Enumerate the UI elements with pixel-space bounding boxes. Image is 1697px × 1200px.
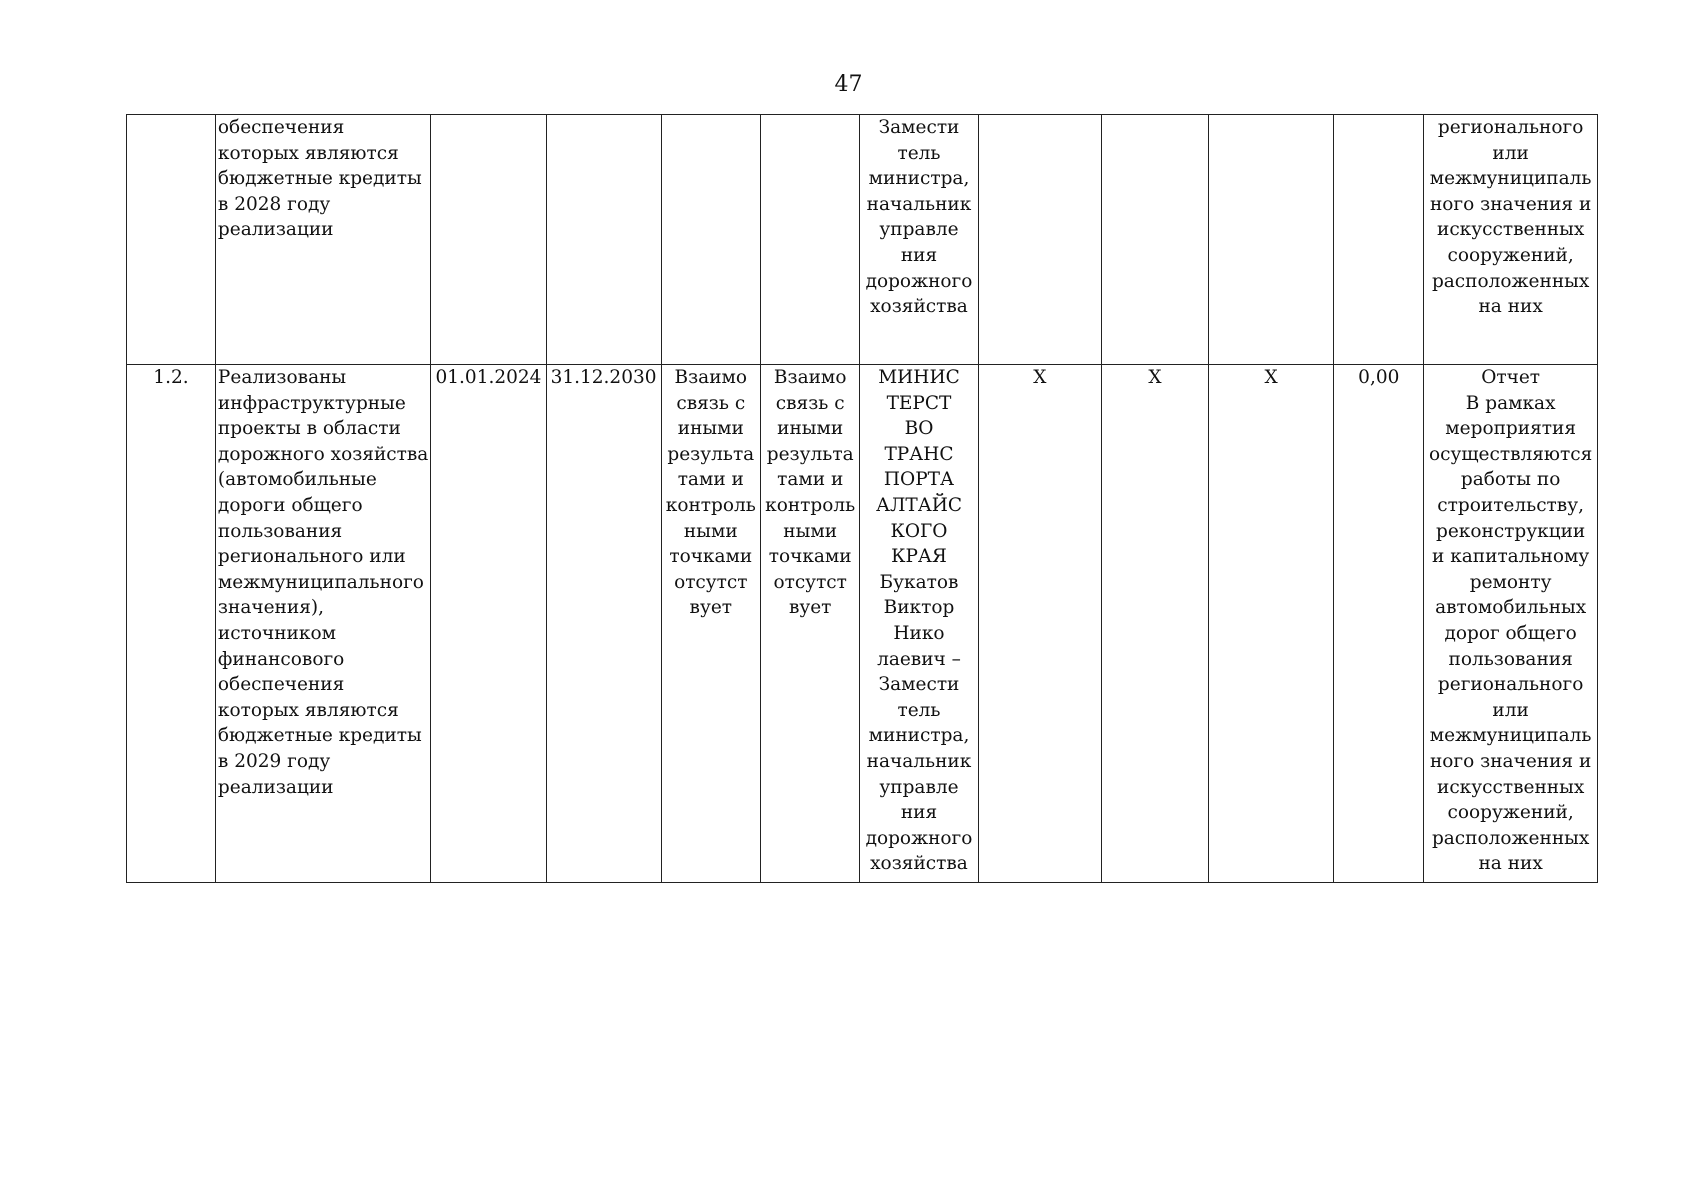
cell-responsible: МИНИС ТЕРСТ ВО ТРАНС ПОРТА АЛТАЙС КОГО КРАЯ Букатов Виктор Нико лаевич – Замести тель министра, начальник управле ния дорожного хозяйства (860, 365, 978, 883)
page-number: 47 (834, 72, 863, 97)
cell-comment: Отчет В рамках мероприятия осуществляются работы по строительству, реконструкции и капитальному ремонту автомобильных дорог общего пользования регионального или межмуниципаль ного значения и искусственных сооружений, расположенных на них (1424, 365, 1598, 883)
cell-comment: регионального или межмуниципаль ного значения и искусственных сооружений, расположенных на них (1424, 115, 1598, 365)
cell-col9 (1102, 115, 1209, 365)
cell-col8: X (978, 365, 1101, 883)
cell-start-date (431, 115, 546, 365)
cell-linkage-a: Взаимо связь с иными результа тами и контроль ными точками отсутст вует (661, 365, 760, 883)
cell-linkage-b (760, 115, 859, 365)
cell-col10 (1208, 115, 1334, 365)
cell-amount: 0,00 (1334, 365, 1424, 883)
cell-start-date: 01.01.2024 (431, 365, 546, 883)
cell-end-date: 31.12.2030 (546, 365, 661, 883)
cell-linkage-a (661, 115, 760, 365)
cell-responsible: Замести тель министра, начальник управле ния дорожного хозяйства (860, 115, 978, 365)
cell-col8 (978, 115, 1101, 365)
cell-col10: X (1208, 365, 1334, 883)
table-row-continuation (127, 115, 1598, 365)
cell-amount (1334, 115, 1424, 365)
cell-result-name: обеспечения которых являются бюджетные кредиты в 2028 году реализации (215, 115, 431, 365)
cell-col9: X (1102, 365, 1209, 883)
cell-num: 1.2. (127, 365, 216, 883)
cell-num (127, 115, 216, 365)
results-table (126, 114, 1598, 883)
cell-result-name: Реализованы инфраструктурные проекты в области дорожного хозяйства (автомобильные дороги общего пользования регионального или межмуниципального значения), источником финансового обеспечения которых являются бюджетные кредиты в 2029 году реализации (215, 365, 431, 883)
table-row-1-2 (127, 365, 1598, 883)
cell-end-date (546, 115, 661, 365)
cell-linkage-b: Взаимо связь с иными результа тами и контроль ными точками отсутст вует (760, 365, 859, 883)
